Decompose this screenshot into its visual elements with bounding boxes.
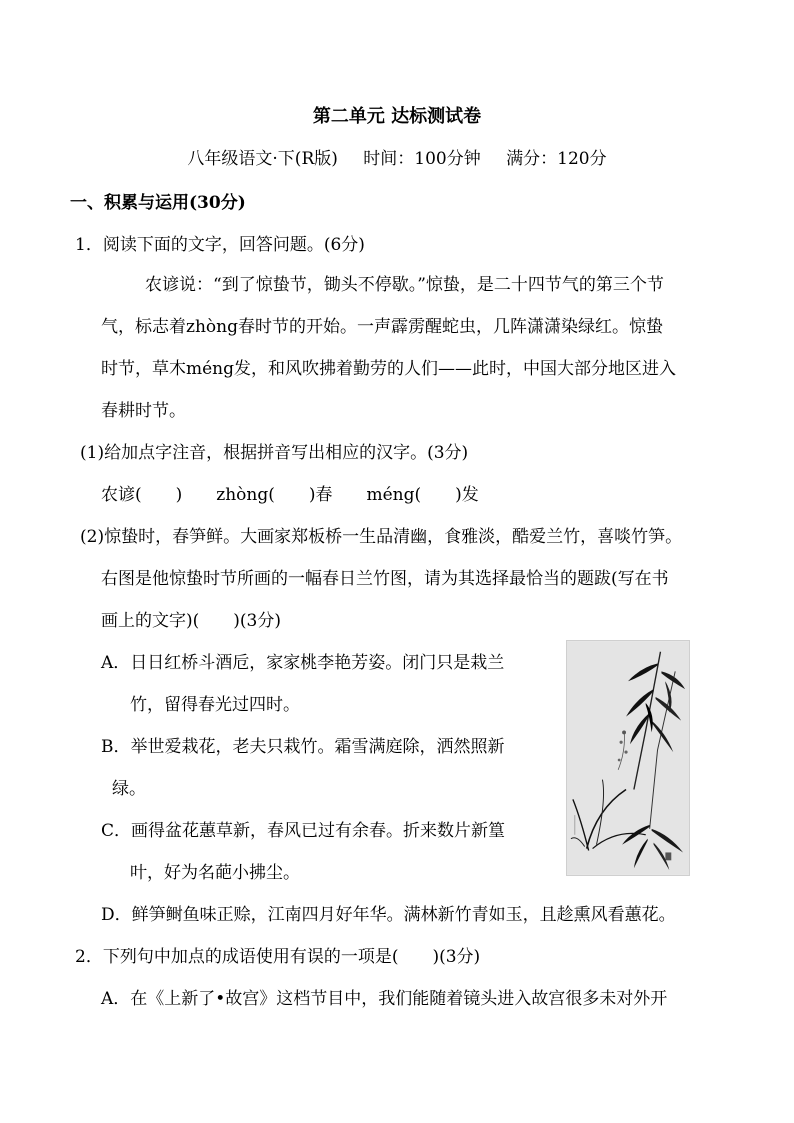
passage-line-2: 气，标志着zhòng春时节的开始。一声霹雳醒蛇虫，几阵潇潇染绿红。惊蛰 — [101, 317, 663, 337]
exam-subtitle — [0, 148, 794, 170]
subquestion-2-line-2: 右图是他惊蛰时节所画的一幅春日兰竹图，请为其选择最恰当的题跋(写在书 — [101, 569, 669, 589]
section-heading: 一、积累与运用(30分) — [70, 193, 246, 213]
passage-line-1: 农谚说：“到了惊蛰节，锄头不停歇。”惊蛰，是二十四节气的第三个节 — [145, 275, 664, 295]
grade-label: 八年级语文·下(R版) — [187, 149, 338, 169]
subquestion-1-stem: (1)给加点字注音，根据拼音写出相应的汉字。(3分) — [80, 443, 469, 463]
option-d: D．鲜笋鲥鱼味正赊，江南四月好年华。满林新竹青如玉，且趁熏风看蕙花。 — [101, 905, 676, 925]
subquestion-2-line-1: (2)惊蛰时，春笋鲜。大画家郑板桥一生品清幽，食雅淡，酷爱兰竹，喜啖竹笋。 — [80, 527, 683, 547]
option-a-line-1: A．日日红桥斗酒卮，家家桃李艳芳姿。闭门只是栽兰 — [101, 653, 505, 673]
bamboo-orchid-painting-icon — [566, 640, 690, 876]
subquestion-2-line-3: 画上的文字)( )(3分) — [101, 611, 281, 631]
passage-line-4: 春耕时节。 — [101, 401, 186, 421]
question-2-option-a: A．在《上新了•故宫》这档节目中，我们能随着镜头进入故宫很多未对外开 — [101, 989, 668, 1009]
option-b-line-1: B．举世爱栽花，老夫只栽竹。霜雪满庭除，洒然照新 — [101, 737, 505, 757]
subquestion-1-blanks: 农谚( ) zhòng( )春 méng( )发 — [101, 485, 479, 505]
page-title: 第二单元 达标测试卷 — [312, 106, 482, 127]
time-label: 时间：100分钟 — [363, 149, 481, 169]
option-b-line-2: 绿。 — [112, 779, 146, 799]
passage-line-3: 时节，草木méng发，和风吹拂着勤劳的人们——此时，中国大部分地区进入 — [101, 359, 677, 379]
option-c-line-1: C．画得盆花蕙草新，春风已过有余春。折来数片新篁 — [101, 821, 506, 841]
option-a-line-2: 竹，留得春光过四时。 — [130, 695, 300, 715]
question-1-stem: 1．阅读下面的文字，回答问题。(6分) — [75, 235, 365, 255]
option-c-line-2: 叶，好为名葩小拂尘。 — [130, 863, 300, 883]
score-label: 满分：120分 — [506, 149, 607, 169]
question-2-stem: 2．下列句中加点的成语使用有误的一项是( )(3分) — [75, 947, 481, 967]
